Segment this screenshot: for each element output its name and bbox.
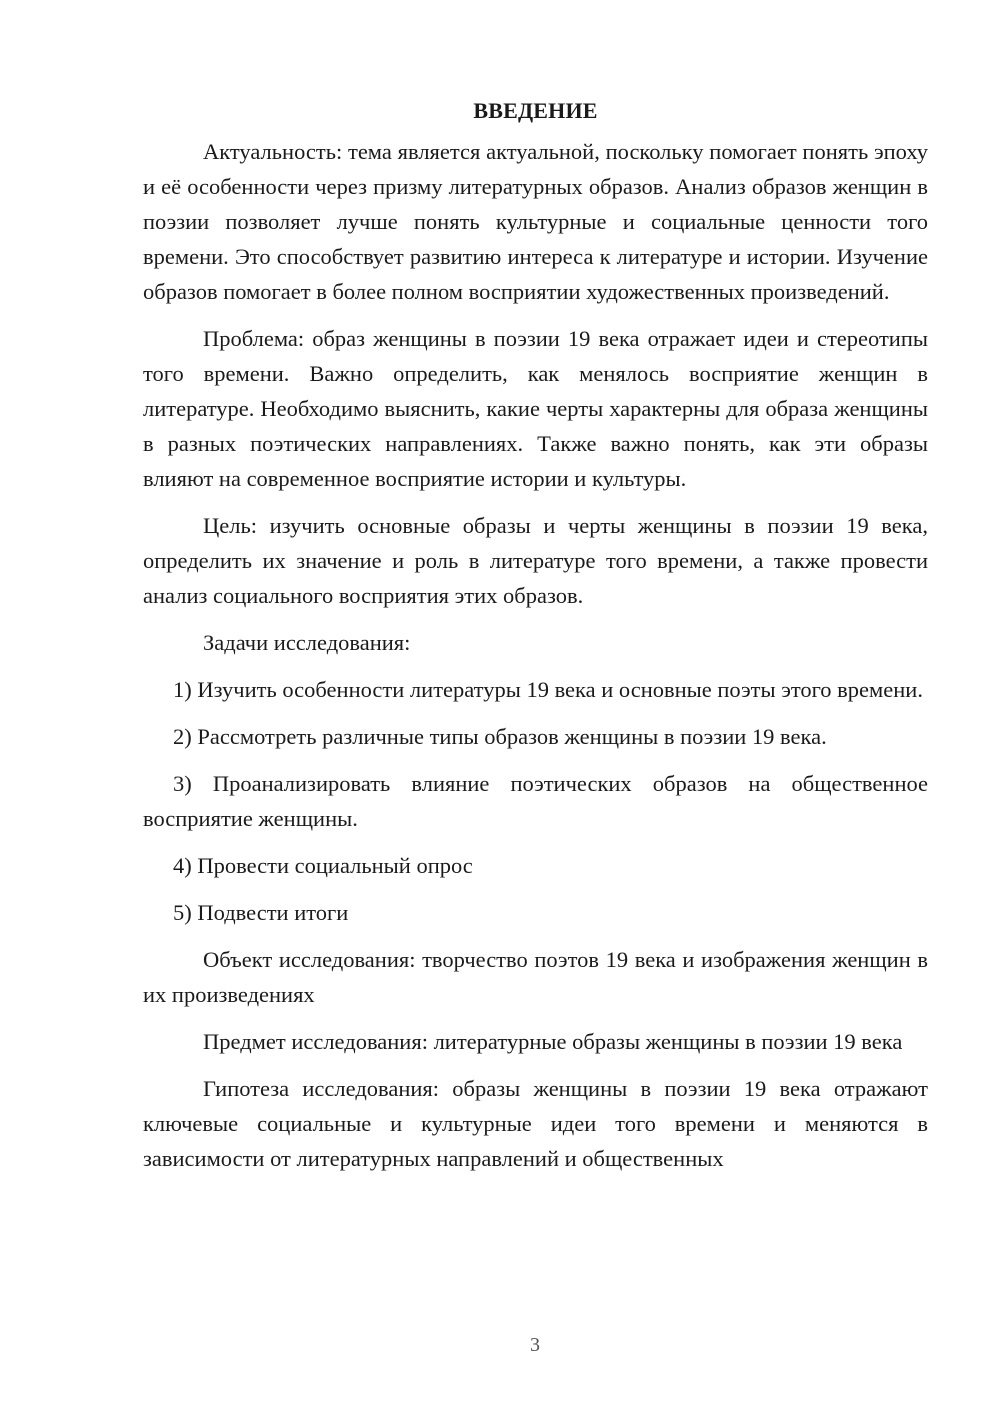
paragraph-relevance: Актуальность: тема является актуальной, поскольку помогает понять эпоху и её особенности через призму литературных образов. Анализ образов женщин в поэзии позволяет лучше понять культурные и социальные ценности того времени. Это способствует развитию интереса к литературе и истории. Изучение образов помогает в более полном восприятии художественных произведений. bbox=[143, 139, 928, 304]
paragraph-subject: Предмет исследования: литературные образы женщины в поэзии 19 века bbox=[203, 1029, 903, 1054]
paragraph-tasks-heading: Задачи исследования: bbox=[203, 630, 411, 655]
page-number: 3 bbox=[530, 1334, 540, 1356]
paragraph-hypothesis: Гипотеза исследования: образы женщины в поэзии 19 века отражают ключевые социальные и культурные идеи того времени и меняются в зависимости от литературных направлений и общественных bbox=[143, 1076, 928, 1171]
task-item-3: 3) Проанализировать влияние поэтических образов на общественное восприятие женщины. bbox=[143, 771, 928, 831]
task-item-1: 1) Изучить особенности литературы 19 века и основные поэты этого времени. bbox=[173, 677, 923, 702]
task-item-2: 2) Рассмотреть различные типы образов женщины в поэзии 19 века. bbox=[173, 724, 827, 749]
document-page bbox=[143, 96, 928, 1188]
task-item-5: 5) Подвести итоги bbox=[173, 900, 349, 925]
paragraph-object: Объект исследования: творчество поэтов 19 века и изображения женщин в их произведениях bbox=[143, 947, 928, 1007]
paragraph-problem: Проблема: образ женщины в поэзии 19 века отражает идеи и стереотипы того времени. Важно определить, как менялось восприятие женщин в литературе. Необходимо выяснить, какие черты характерны для образа женщины в разных поэтических направлениях. Также важно понять, как эти образы влияют на современное восприятие истории и культуры. bbox=[143, 326, 928, 491]
page-title: ВВЕДЕНИЕ bbox=[473, 98, 598, 123]
task-item-4: 4) Провести социальный опрос bbox=[173, 853, 473, 878]
paragraph-goal: Цель: изучить основные образы и черты женщины в поэзии 19 века, определить их значение и роль в литературе того времени, а также провести анализ социального восприятия этих образов. bbox=[143, 513, 928, 608]
